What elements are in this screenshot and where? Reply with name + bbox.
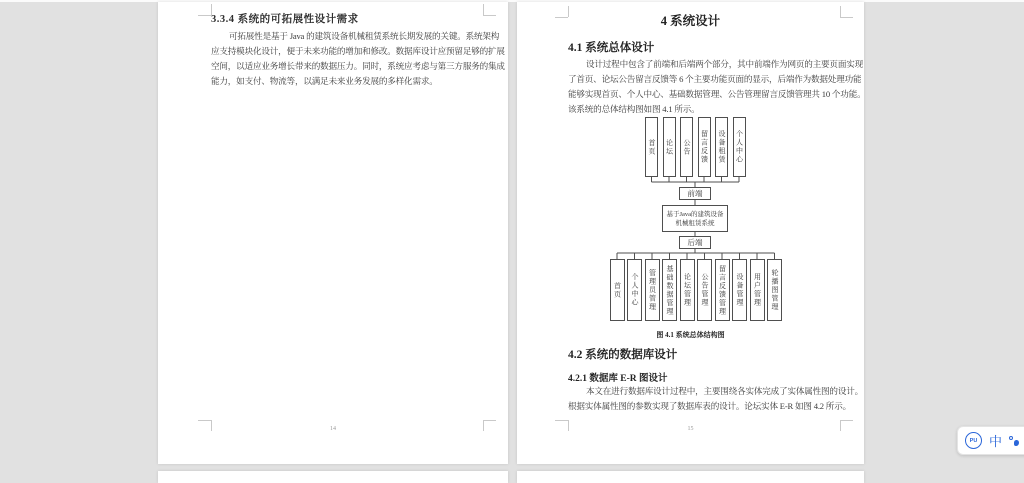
figure-box-bottom-0 bbox=[610, 259, 625, 321]
figure-box-bottom-3-label: 基础数据管理 bbox=[666, 264, 674, 316]
figure-box-bottom-5-label: 公告管理 bbox=[701, 273, 709, 307]
figure-box-bottom-9 bbox=[767, 259, 782, 321]
paragraph-line: 应支持模块化设计，便于未来功能的增加和修改。数据库设计应预留足够的扩展 bbox=[211, 46, 505, 56]
figure-box-bottom-8-label: 用户管理 bbox=[753, 273, 762, 307]
figure-box-bottom-5 bbox=[697, 259, 712, 321]
figure-box-frontend: 前端 bbox=[679, 187, 711, 200]
page-right bbox=[517, 2, 864, 464]
paragraph-line: 能够实现首页、个人中心、基础数据管理、公告管理留言反馈管理共 10 个功能。 bbox=[568, 89, 866, 99]
figure-box-top-0 bbox=[645, 117, 658, 177]
viewport-top-edge bbox=[0, 0, 1024, 2]
figure-box-top-4-label: 设备租赁 bbox=[718, 130, 726, 164]
figure-box-top-5-label: 个人中心 bbox=[735, 130, 744, 164]
paragraph-line: 能力，如支付、物流等，以满足未来业务发展的多样化需求。 bbox=[211, 76, 438, 86]
paragraph-line: 可拓展性是基于 Java 的建筑设备机械租赁系统长期发展的关键。系统架构 bbox=[229, 31, 500, 41]
chapter-title: 4 系统设计 bbox=[660, 14, 721, 28]
page-number-right: 15 bbox=[687, 426, 694, 432]
figure-box-bottom-2-label: 管理员管理 bbox=[648, 268, 657, 312]
figure-box-system: 基于Java的建筑设备机械租赁系统 bbox=[662, 205, 728, 232]
figure-box-top-3-label: 留言反馈 bbox=[700, 130, 709, 164]
paragraph-line: 空间，以适应业务增长带来的数据压力。同时，系统应考虑与第三方服务的集成 bbox=[211, 61, 505, 71]
paragraph-line: 了首页、论坛公告留言反馈等 6 个主要功能页面的显示，后端作为数据处理功能 bbox=[568, 74, 862, 84]
next-page-right-top-edge bbox=[517, 471, 864, 483]
next-page-left-top-edge bbox=[158, 471, 508, 483]
figure-box-top-2-label: 公告 bbox=[683, 138, 691, 156]
ime-tools-icon[interactable] bbox=[1009, 434, 1021, 448]
figure-box-bottom-6-label: 留言反馈管理 bbox=[718, 264, 727, 316]
figure-box-bottom-0-label: 首页 bbox=[613, 281, 622, 299]
ime-toolbar bbox=[957, 426, 1024, 455]
ime-tools-dot bbox=[1014, 440, 1019, 446]
figure-box-top-5 bbox=[733, 117, 746, 177]
figure-box-top-0-label: 首页 bbox=[648, 138, 656, 156]
figure-box-bottom-4-label: 论坛管理 bbox=[683, 273, 692, 307]
figure-box-bottom-3 bbox=[662, 259, 677, 321]
figure-box-bottom-1-label: 个人中心 bbox=[631, 273, 639, 307]
figure-box-backend: 后端 bbox=[679, 236, 711, 249]
figure-box-bottom-7-label: 设备管理 bbox=[736, 273, 744, 307]
figure-box-top-4 bbox=[715, 117, 728, 177]
figure-system-structure bbox=[517, 112, 864, 328]
figure-box-top-2 bbox=[680, 117, 693, 177]
figure-box-top-3 bbox=[698, 117, 711, 177]
paragraph-line: 该系统的总体结构图如图 4.1 所示。 bbox=[568, 104, 700, 114]
paragraph-line: 根据实体属性图的参数实现了数据库表的设计。论坛实体 E-R 如图 4.2 所示。 bbox=[568, 401, 851, 411]
section-41-title: 4.1 系统总体设计 bbox=[568, 42, 655, 54]
page-left bbox=[158, 2, 508, 464]
paragraph-line: 设计过程中包含了前端和后端两个部分，其中前端作为网页的主要页面实现 bbox=[586, 59, 863, 69]
ime-tools-dot bbox=[1009, 436, 1013, 440]
ime-logo-icon[interactable]: PU bbox=[965, 432, 982, 449]
figure-box-bottom-6 bbox=[715, 259, 730, 321]
figure-box-bottom-2 bbox=[645, 259, 660, 321]
figure-box-bottom-9-label: 轮播图管理 bbox=[771, 268, 779, 312]
page-number-left: 14 bbox=[330, 426, 336, 432]
figure-box-bottom-7 bbox=[732, 259, 747, 321]
paragraph-line: 本文在进行数据库设计过程中，主要围绕各实体完成了实体属性图的设计。 bbox=[586, 386, 863, 396]
figure-box-bottom-8 bbox=[750, 259, 765, 321]
figure-box-bottom-4 bbox=[680, 259, 695, 321]
figure-box-bottom-1 bbox=[627, 259, 642, 321]
figure-box-top-1 bbox=[663, 117, 676, 177]
section-421-title: 4.2.1 数据库 E-R 图设计 bbox=[568, 374, 668, 384]
ime-language-mode-button[interactable]: 中 bbox=[989, 434, 1003, 449]
figure-box-top-1-label: 论坛 bbox=[665, 138, 674, 156]
figure-caption: 图 4.1 系统总体结构图 bbox=[656, 331, 725, 339]
section-heading-334: 3.3.4 系统的可拓展性设计需求 bbox=[211, 14, 359, 25]
section-42-title: 4.2 系统的数据库设计 bbox=[568, 349, 678, 361]
